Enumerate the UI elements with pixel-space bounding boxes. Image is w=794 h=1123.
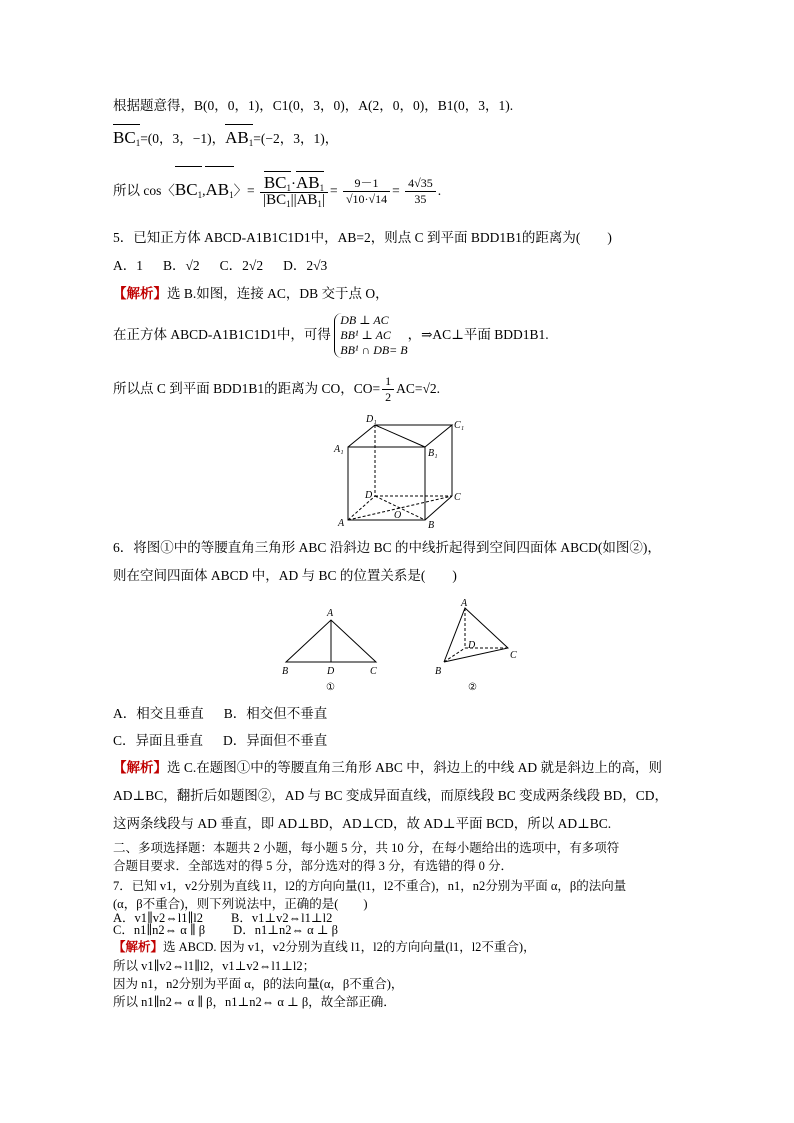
- part2-heading-1: 二、多项选择题：本题共 2 小题，每小题 5 分，共 10 分，在每小题给出的选项中，有多项符: [113, 841, 620, 855]
- q6-option-d[interactable]: D．异面但不垂直: [223, 733, 328, 748]
- q6-analysis-2: AD⊥BC，翻折后如题图②，AD 与 BC 变成异面直线，而原线段 BC 变成两条线段 BD，CD，: [113, 788, 668, 803]
- fig1-caption: ①: [326, 682, 335, 693]
- label-a: A: [338, 518, 345, 529]
- q7-analysis-4: 所以 n1∥n2⇔ α ∥ β，n1⊥n2⇔ α ⊥ β，故全部正确．: [113, 995, 396, 1009]
- q7-stem-1: 7．已知 v1，v2分别为直线 l1，l2的方向向量(l1，l2不重合)，n1，n2分别为平面 α，β的法向量: [113, 879, 627, 893]
- q6-stem-2: 则在空间四面体 ABCD 中，AD 与 BC 的位置关系是( ): [113, 568, 457, 583]
- q7-analysis-3: 因为 n1，n2分别为平面 α，β的法向量(α，β不重合)，: [113, 977, 404, 991]
- q5-option-c[interactable]: C．2√2: [219, 258, 264, 273]
- fig2-label-c: C: [510, 650, 517, 661]
- q6-option-c[interactable]: C．异面且垂直: [113, 733, 204, 748]
- fig2-label-d: D: [468, 640, 476, 651]
- q6-stem-1: 6．将图①中的等腰直角三角形 ABC 沿斜边 BC 的中线折起得到空间四面体 ABCD(如图②)，: [113, 540, 661, 555]
- q7-analysis-2: 所以 v1∥v2⇔l1∥l2，v1⊥v2⇔l1⊥l2；: [113, 959, 316, 973]
- condition-system: DB ⊥ AC BB¹ ⊥ AC BB¹ ∩ DB= B: [334, 313, 407, 358]
- fig1-label-d: D: [327, 666, 335, 677]
- result-fraction: $\frac{4√35}{35}$: [405, 176, 436, 207]
- q5-stem: 5．已知正方体 ABCD-A1B1C1D1中，AB=2，则点 C 到平面 BDD1B1的距离为( ): [113, 230, 612, 245]
- label-b1: B₁: [428, 448, 438, 459]
- q5-option-b[interactable]: B．√2: [163, 258, 200, 273]
- q7-analysis-1: 【解析】选 ABCD. 因为 v1，v2分别为直线 l1，l2的方向向量(l1，l2不重合)，: [113, 940, 536, 954]
- q7-option-a[interactable]: A．v1∥v2⇔l1∥l2: [113, 911, 204, 925]
- q5-options: [113, 256, 347, 276]
- q5-analysis-1: 【解析】选 B.如图，连接 AC，DB 交于点 O，: [113, 286, 389, 301]
- vector-ab1: $AB_1$: [225, 128, 254, 148]
- value-fraction: $\frac{9-1}{√10\cdot√14}$: [343, 176, 390, 207]
- part2-heading-2: 合题目要求．全部选对的得 5 分，部分选对的得 3 分，有选错的得 0 分．: [113, 859, 514, 873]
- label-c1: C₁: [454, 420, 465, 431]
- vector-line: $BC_1=(0$，3，−1)，$AB_1=(-2$，3，1)，: [113, 128, 339, 148]
- label-d1: D₁: [366, 414, 377, 425]
- label-a1: A₁: [334, 444, 344, 455]
- q7-stem-2: (α，β不重合)，则下列说法中，正确的是( ): [113, 897, 368, 911]
- q6-options-row-2: [113, 731, 327, 751]
- given-coordinates: 根据题意得，B(0，0，1)，C1(0，3，0)，A(2，0，0)，B1(0，3，1).: [113, 98, 514, 113]
- q5-analysis-3: 所以点 C 到平面 BDD1B1的距离为 CO，CO= $\frac{1}{2}$ AC=√2.: [113, 374, 441, 405]
- q6-option-b[interactable]: B．相交但不垂直: [223, 706, 328, 721]
- fig1-label-c: C: [370, 666, 377, 677]
- fig1-label-b: B: [282, 666, 289, 677]
- label-o: O: [394, 510, 402, 521]
- triangle-figure-1: [280, 606, 390, 696]
- q6-option-a[interactable]: A．相交且垂直: [113, 706, 204, 721]
- tetrahedron-figure-2: [432, 596, 522, 696]
- q6-analysis-1: 【解析】选 C.在题图①中的等腰直角三角形 ABC 中，斜边上的中线 AD 就是斜边上的高，则: [113, 760, 663, 775]
- cube-diagram: [330, 410, 470, 535]
- label-b: B: [428, 520, 435, 531]
- fig2-label-b: B: [435, 666, 442, 677]
- q6-analysis-3: 这两条线段与 AD 垂直，即 AD⊥BD，AD⊥CD，故 AD⊥平面 BCD，所以 AD⊥BC.: [113, 816, 612, 831]
- fig2-label-a: A: [461, 598, 468, 609]
- label-c: C: [454, 492, 461, 503]
- q7-option-b[interactable]: B．v1⊥v2⇔l1⊥l2: [231, 911, 333, 925]
- fig1-label-a: A: [327, 608, 334, 619]
- cosine-formula: 所以 cos〈$BC_1,AB_1$〉= $\frac{BC_1\cdot AB_1}{|BC_1||AB_1|}$ = $\frac{9-1}{√10\cdot√14}$ = $\frac{4√35}{35}$ .: [113, 170, 441, 211]
- q7-option-d[interactable]: D．n1⊥n2⇔ α ⊥ β: [233, 923, 338, 937]
- vector-bc1: $BC_1$: [113, 128, 141, 148]
- fig2-caption: ②: [468, 682, 477, 693]
- dot-product-fraction: $\frac{BC_1\cdot AB_1}{|BC_1||AB_1|}$: [260, 175, 328, 208]
- q6-options-row-1: [113, 704, 327, 724]
- q7-option-c[interactable]: C．n1∥n2⇔ α ∥ β: [113, 923, 206, 937]
- cube-front-face: [348, 447, 425, 520]
- label-d: D: [365, 490, 373, 501]
- q5-option-d[interactable]: D．2√3: [283, 258, 328, 273]
- q5-analysis-2: 在正方体 ABCD-A1B1C1D1中，可得 DB ⊥ AC BB¹ ⊥ AC BB¹ ∩ DB= B ，⇒AC⊥平面 BDD1B1.: [113, 313, 549, 358]
- q7-options-row-2: [113, 924, 338, 936]
- q5-option-a[interactable]: A．1: [113, 258, 143, 273]
